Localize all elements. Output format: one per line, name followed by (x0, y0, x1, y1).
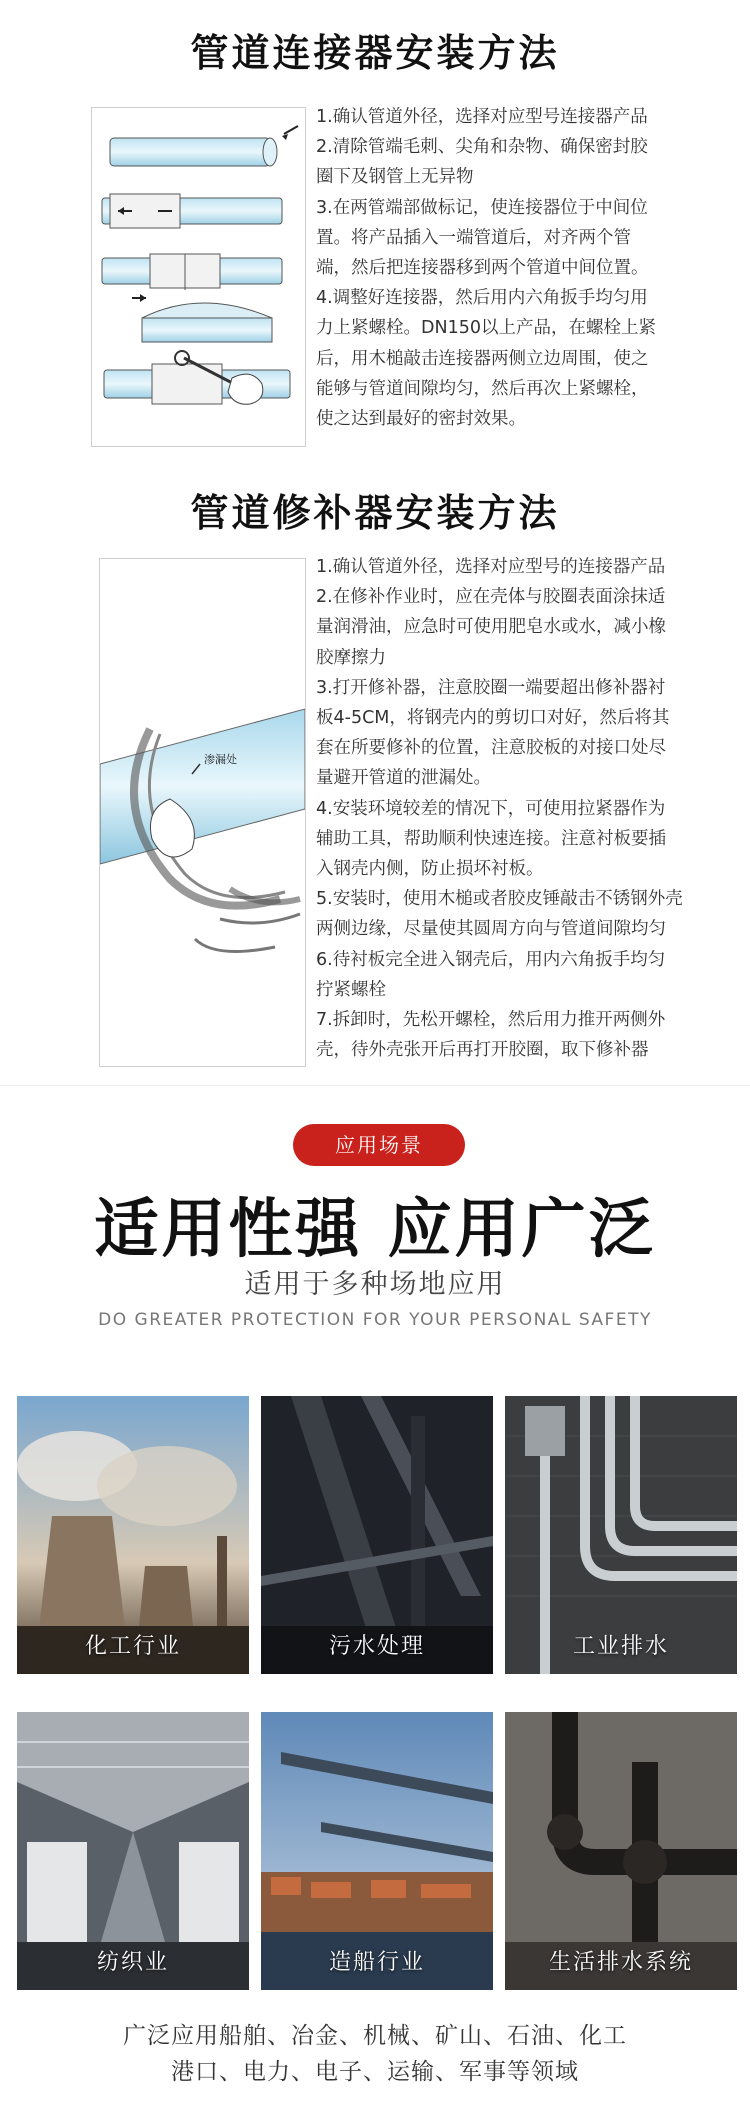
repair-section-title: 管道修补器安装方法 (190, 491, 560, 535)
connector-step-line: 1.确认管道外径，选择对应型号连接器产品 (316, 107, 648, 127)
repair-step-line: 量润滑油，应急时可使用肥皂水或水，减小橡 (316, 617, 666, 638)
repair-step-line: 1.确认管道外径，选择对应型号的连接器产品 (316, 557, 666, 577)
connector-step-line: 3.在两管端部做标记，使连接器位于中间位 (316, 197, 648, 218)
repair-install-diagram (99, 558, 306, 1067)
connector-install-diagram (91, 107, 306, 447)
repair-step-line: 4.安装环境较差的情况下，可使用拉紧器作为 (316, 798, 666, 819)
connector-step-line: 2.清除管端毛刺、尖角和杂物、确保密封胶 (316, 137, 648, 158)
repair-step-line: 拧紧螺栓 (316, 979, 386, 1000)
connector-step-line: 后，用木槌敲击连接器两侧立边周围，使之 (316, 348, 649, 369)
tile-caption: 污水处理 (328, 1634, 425, 1659)
application-footer (0, 2018, 750, 2090)
application-subtitle-en: DO GREATER PROTECTION FOR YOUR PERSONAL SAFETY (98, 1310, 652, 1330)
repair-step-line: 量避开管道的泄漏处。 (316, 768, 491, 789)
tile-shipbuilding (261, 1712, 493, 1990)
tile-domestic-drainage (505, 1712, 737, 1990)
tile-caption: 化工行业 (84, 1634, 181, 1659)
repair-steps (316, 552, 736, 1065)
repair-step-line: 2.在修补作业时，应在壳体与胶圈表面涂抹适 (316, 587, 666, 608)
repair-step-line: 6.待衬板完全进入钢壳后，用内六角扳手均匀 (316, 949, 666, 970)
tile-sewage-treatment (261, 1396, 493, 1674)
footer-line: 广泛应用船舶、冶金、机械、矿山、石油、化工 (123, 2023, 627, 2049)
application-tag: 应用场景 (293, 1124, 465, 1166)
tile-caption: 造船行业 (328, 1950, 425, 1975)
connector-step-line: 使之达到最好的密封效果。 (316, 409, 526, 430)
repair-step-line: 两侧边缘，尽量使其圆周方向与管道间隙均匀 (316, 919, 666, 940)
application-subtitle: 适用于多种场地应用 (244, 1269, 506, 1300)
repair-step-line: 入钢壳内侧，防止损坏衬板。 (316, 859, 544, 880)
footer-line: 港口、电力、电子、运输、军事等领域 (171, 2059, 579, 2085)
application-headline: 适用性强 应用广泛 (94, 1193, 656, 1267)
connector-section-title: 管道连接器安装方法 (190, 31, 560, 75)
connector-step-line: 端，然后把连接器移到两个管道中间位置。 (316, 258, 649, 279)
tile-textile-industry (17, 1712, 249, 1990)
tile-caption: 生活排水系统 (548, 1950, 693, 1975)
tile-industrial-drainage (505, 1396, 737, 1674)
repair-step-line: 胶摩擦力 (316, 647, 386, 668)
tile-caption: 工业排水 (572, 1634, 669, 1659)
connector-step-line: 圈下及钢管上无异物 (316, 167, 474, 188)
tile-caption: 纺织业 (96, 1950, 169, 1975)
repair-step-line: 板4-5CM，将钢壳内的剪切口对好，然后将其 (316, 708, 670, 729)
repair-step-line: 5.安装时，使用木槌或者胶皮锤敲击不锈钢外壳 (316, 889, 683, 910)
section-divider (0, 1085, 750, 1086)
repair-step-line: 3.打开修补器，注意胶圈一端要超出修补器衬 (316, 677, 666, 698)
connector-step-line: 置。将产品插入一端管道后，对齐两个管 (316, 227, 631, 248)
repair-step-line: 7.拆卸时，先松开螺栓，然后用力推开两侧外 (316, 1010, 666, 1031)
leak-point-label: 渗漏处 (204, 753, 237, 766)
connector-step-line: 4.调整好连接器，然后用内六角扳手均匀用 (316, 288, 648, 309)
connector-step-line: 能够与管道间隙均匀，然后再次上紧螺栓， (316, 378, 649, 399)
tile-chemical-industry (17, 1396, 249, 1674)
connector-steps (316, 102, 736, 434)
repair-step-line: 壳，待外壳张开后再打开胶圈，取下修补器 (316, 1040, 649, 1061)
repair-step-line: 辅助工具，帮助顺利快速连接。注意衬板要插 (316, 828, 666, 849)
connector-step-line: 力上紧螺栓。DN150以上产品，在螺栓上紧 (316, 318, 656, 339)
repair-step-line: 套在所要修补的位置，注意胶板的对接口处尽 (316, 738, 666, 759)
